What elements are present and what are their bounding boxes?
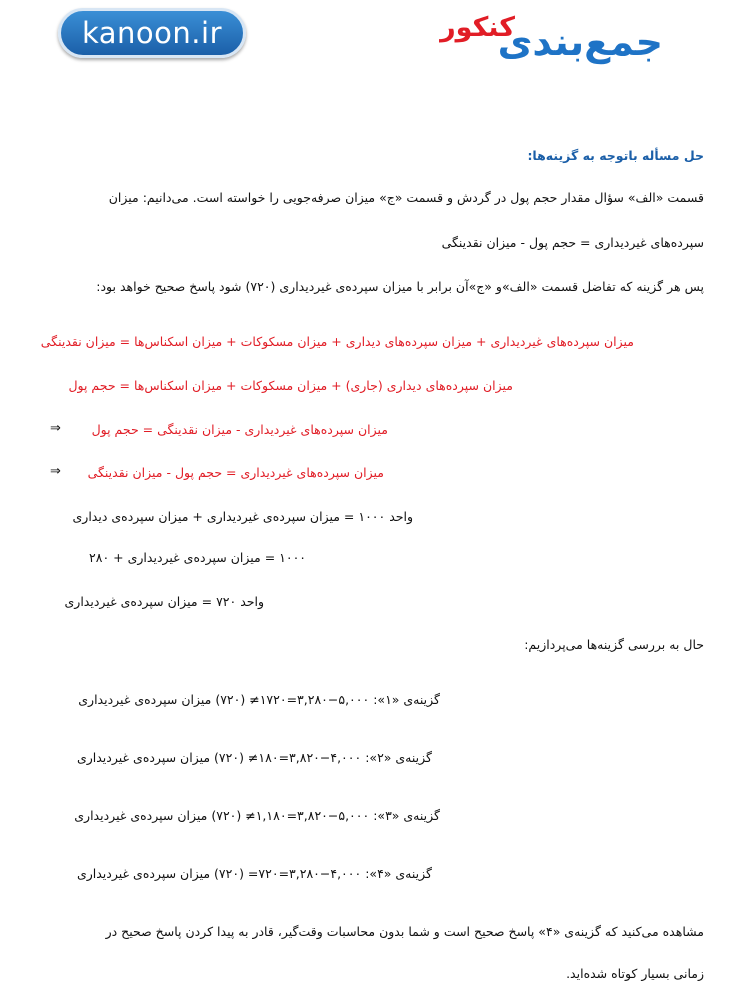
kanoon-logo[interactable] xyxy=(58,8,246,58)
option-2-check: گزینه‌ی «۲»: ۴,۰۰۰−۳,۸۲۰=۱۸۰≠ (۷۲۰) میزان سپرده‌ی غیردیداری xyxy=(76,750,432,765)
page-header xyxy=(0,0,740,70)
intro-line-3: پس هر گزینه که تفاضل قسمت «الف»و «ج»آن برابر با میزان سپرده‌ی غیردیداری (۷۲۰) شود پاسخ صحیح خواهد بود: xyxy=(96,279,704,294)
formula-derived-1: میزان سپرده‌های غیردیداری - میزان نقدینگی = حجم پول xyxy=(91,422,388,437)
calc-line-2: ۱۰۰۰ = میزان سپرده‌ی غیردیداری + ۲۸۰ xyxy=(89,550,306,565)
kanoon-logo-text: kanoon.ir xyxy=(82,16,222,50)
review-intro: حال به بررسی گزینه‌ها می‌پردازیم: xyxy=(524,637,704,652)
option-3-check: گزینه‌ی «۳»: ۵,۰۰۰−۳,۸۲۰=۱,۱۸۰≠ (۷۲۰) میزان سپرده‌ی غیردیداری xyxy=(74,808,440,823)
conclusion-line-2: زمانی بسیار کوتاه شده‌اید. xyxy=(566,966,704,981)
formula-money-supply: میزان سپرده‌های دیداری (جاری) + میزان مسکوکات + میزان اسکناس‌ها = حجم پول xyxy=(68,378,513,393)
option-1-check: گزینه‌ی «۱»: ۵,۰۰۰−۳,۲۸۰=۱۷۲۰≠ (۷۲۰) میزان سپرده‌ی غیردیداری xyxy=(78,692,440,707)
option-4-check: گزینه‌ی «۴»: ۴,۰۰۰−۳,۲۸۰=۷۲۰= (۷۲۰) میزان سپرده‌ی غیردیداری xyxy=(76,866,432,881)
calc-line-3: واحد ۷۲۰ = میزان سپرده‌ی غیردیداری xyxy=(64,594,264,609)
logo-main-word: جمع‌بندی xyxy=(497,20,663,64)
calc-line-1: واحد ۱۰۰۰ = میزان سپرده‌ی غیردیداری + میزان سپرده‌ی دیداری xyxy=(72,509,413,524)
intro-line-2: سپرده‌های غیردیداری = حجم پول - میزان نقدینگی xyxy=(441,235,704,250)
conclusion-line-1: مشاهده می‌کنید که گزینه‌ی «۴» پاسخ صحیح است و شما بدون محاسبات وقت‌گیر، قادر به پیدا کردن پاسخ صحیح در xyxy=(105,924,704,939)
formula-derived-2: میزان سپرده‌های غیردیداری = حجم پول - میزان نقدینگی xyxy=(87,465,384,480)
section-heading: حل مسأله باتوجه به گزینه‌ها: xyxy=(527,148,704,163)
formula-liquidity: میزان سپرده‌های غیردیداری + میزان سپرده‌های دیداری + میزان مسکوکات + میزان اسکناس‌ها = میزان نقدینگی xyxy=(40,334,634,349)
intro-line-1: قسمت «الف» سؤال مقدار حجم پول در گردش و قسمت «ج» میزان صرفه‌جویی را خواسته است. می‌دانیم: میزان xyxy=(108,190,704,205)
jambandi-konkoor-logo xyxy=(415,6,665,62)
implies-arrow-1: ⇒ xyxy=(50,421,61,436)
logo-accent-word: کنکور xyxy=(440,12,515,43)
implies-arrow-2: ⇒ xyxy=(50,464,61,479)
